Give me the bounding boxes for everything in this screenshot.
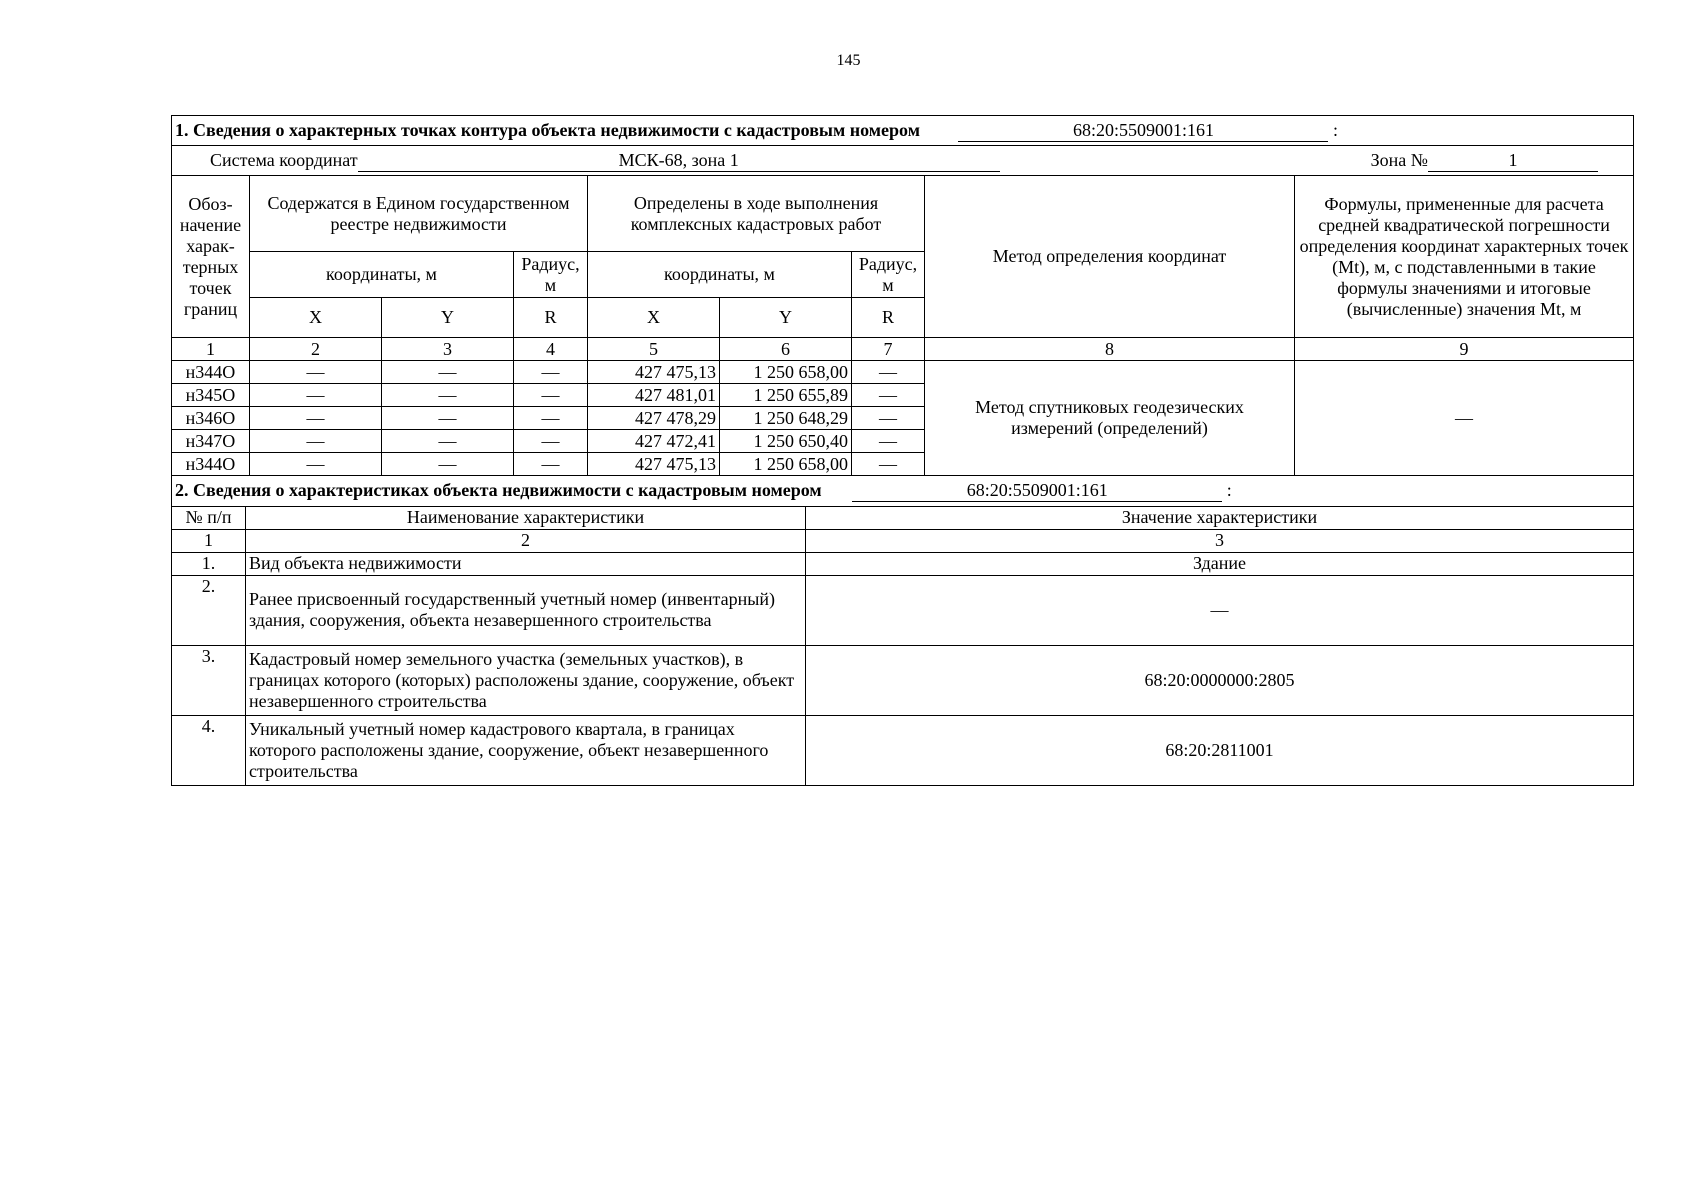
row-value: —: [806, 575, 1634, 645]
table-row: [172, 575, 1634, 645]
x-value: 427 475,13: [588, 361, 720, 384]
table-row: [172, 552, 1634, 575]
header-radius-determined: Радиус, м: [852, 252, 925, 298]
r-value: —: [852, 361, 925, 384]
header-x-registry: X: [250, 298, 382, 338]
column-number: 2: [246, 529, 806, 552]
header-y-registry: Y: [382, 298, 514, 338]
point-name: н344О: [172, 361, 250, 384]
x-registry: —: [250, 453, 382, 476]
column-number: 7: [852, 338, 925, 361]
column-number: 8: [925, 338, 1295, 361]
y-value: 1 250 648,29: [720, 407, 852, 430]
r-value: —: [852, 384, 925, 407]
section2-cadastral-number: 68:20:5509001:161: [852, 480, 1222, 502]
section2-colon: :: [1226, 479, 1232, 500]
r-registry: —: [514, 407, 588, 430]
cadastral-sheet: [171, 115, 1633, 786]
header-radius-registry: Радиус, м: [514, 252, 588, 298]
header-coords-determined: координаты, м: [588, 252, 852, 298]
row-name: Ранее присвоенный государственный учетный номер (инвентарный) здания, сооружения, объекта незавершенного строительства: [246, 575, 806, 645]
y-value: 1 250 650,40: [720, 430, 852, 453]
column-number: 1: [172, 338, 250, 361]
header-point-designation: Обоз-начение харак-терных точек границ: [172, 176, 250, 338]
x-value: 427 481,01: [588, 384, 720, 407]
row-name: Кадастровый номер земельного участка (земельных участков), в границах которого (которых) расположены здание, сооружение, объект незавершенного строительства: [246, 645, 806, 715]
y-registry: —: [382, 384, 514, 407]
coord-system-row: [172, 146, 1634, 176]
row-num: 1.: [172, 552, 246, 575]
table-row: [172, 645, 1634, 715]
header-r-determined: R: [852, 298, 925, 338]
column-number: 2: [250, 338, 382, 361]
row-name: Уникальный учетный номер кадастрового квартала, в границах которого расположены здание, сооружение, объект незавершенного строительства: [246, 715, 806, 785]
column-number: 3: [806, 529, 1634, 552]
y-value: 1 250 655,89: [720, 384, 852, 407]
y-registry: —: [382, 407, 514, 430]
section2-table: [171, 476, 1634, 786]
r-value: —: [852, 453, 925, 476]
r-value: —: [852, 430, 925, 453]
header-value: Значение характеристики: [806, 506, 1634, 529]
column-number: 9: [1295, 338, 1634, 361]
r-registry: —: [514, 361, 588, 384]
x-registry: —: [250, 430, 382, 453]
column-numbers-row: [172, 529, 1634, 552]
formula-value: —: [1295, 361, 1634, 476]
section1-colon: :: [1332, 119, 1338, 140]
section2-title-row: [172, 476, 1634, 506]
header-method: Метод определения координат: [925, 176, 1295, 338]
zone-label: Зона №: [1370, 149, 1428, 170]
header-r-registry: R: [514, 298, 588, 338]
column-number: 5: [588, 338, 720, 361]
section1-cadastral-number: 68:20:5509001:161: [958, 120, 1328, 142]
column-number: 6: [720, 338, 852, 361]
point-name: н347О: [172, 430, 250, 453]
r-registry: —: [514, 453, 588, 476]
r-value: —: [852, 407, 925, 430]
row-num: 4.: [172, 715, 246, 785]
header-in-registry: Содержатся в Едином государственном реестре недвижимости: [250, 176, 588, 252]
x-registry: —: [250, 407, 382, 430]
section1-table: [171, 115, 1634, 476]
column-number: 4: [514, 338, 588, 361]
method-value: Метод спутниковых геодезических измерений (определений): [925, 361, 1295, 476]
header-name: Наименование характеристики: [246, 506, 806, 529]
section1-title-row: [172, 116, 1634, 146]
r-registry: —: [514, 384, 588, 407]
section1-title: 1. Сведения о характерных точках контура объекта недвижимости с кадастровым номером: [175, 119, 920, 140]
column-number: 1: [172, 529, 246, 552]
section2-title: 2. Сведения о характеристиках объекта недвижимости с кадастровым номером: [175, 479, 822, 500]
header-determined: Определены в ходе выполнения комплексных кадастровых работ: [588, 176, 925, 252]
r-registry: —: [514, 430, 588, 453]
y-registry: —: [382, 430, 514, 453]
y-value: 1 250 658,00: [720, 453, 852, 476]
row-name: Вид объекта недвижимости: [246, 552, 806, 575]
table-row: [172, 715, 1634, 785]
y-registry: —: [382, 361, 514, 384]
x-value: 427 472,41: [588, 430, 720, 453]
x-registry: —: [250, 361, 382, 384]
row-value: 68:20:2811001: [806, 715, 1634, 785]
y-value: 1 250 658,00: [720, 361, 852, 384]
header-y-determined: Y: [720, 298, 852, 338]
header-formulas: Формулы, примененные для расчета средней квадратической погрешности определения координат характерных точек (Mt), м, с подставленными в такие формулы значениями и итоговые (вычисленные) значения Mt, м: [1295, 176, 1634, 338]
coord-system-value: МСК-68, зона 1: [358, 150, 1000, 172]
x-value: 427 475,13: [588, 453, 720, 476]
row-num: 2.: [172, 575, 246, 645]
header-x-determined: X: [588, 298, 720, 338]
point-name: н344О: [172, 453, 250, 476]
header-coords-registry: координаты, м: [250, 252, 514, 298]
y-registry: —: [382, 453, 514, 476]
zone-value: 1: [1428, 150, 1598, 172]
x-registry: —: [250, 384, 382, 407]
point-name: н346О: [172, 407, 250, 430]
row-value: Здание: [806, 552, 1634, 575]
column-numbers-row: [172, 338, 1634, 361]
column-number: 3: [382, 338, 514, 361]
coord-system-label: Система координат: [210, 149, 358, 170]
row-num: 3.: [172, 645, 246, 715]
point-name: н345О: [172, 384, 250, 407]
row-value: 68:20:0000000:2805: [806, 645, 1634, 715]
x-value: 427 478,29: [588, 407, 720, 430]
page-number: 145: [836, 52, 861, 69]
table-row: [172, 361, 1634, 384]
header-num: № п/п: [172, 506, 246, 529]
